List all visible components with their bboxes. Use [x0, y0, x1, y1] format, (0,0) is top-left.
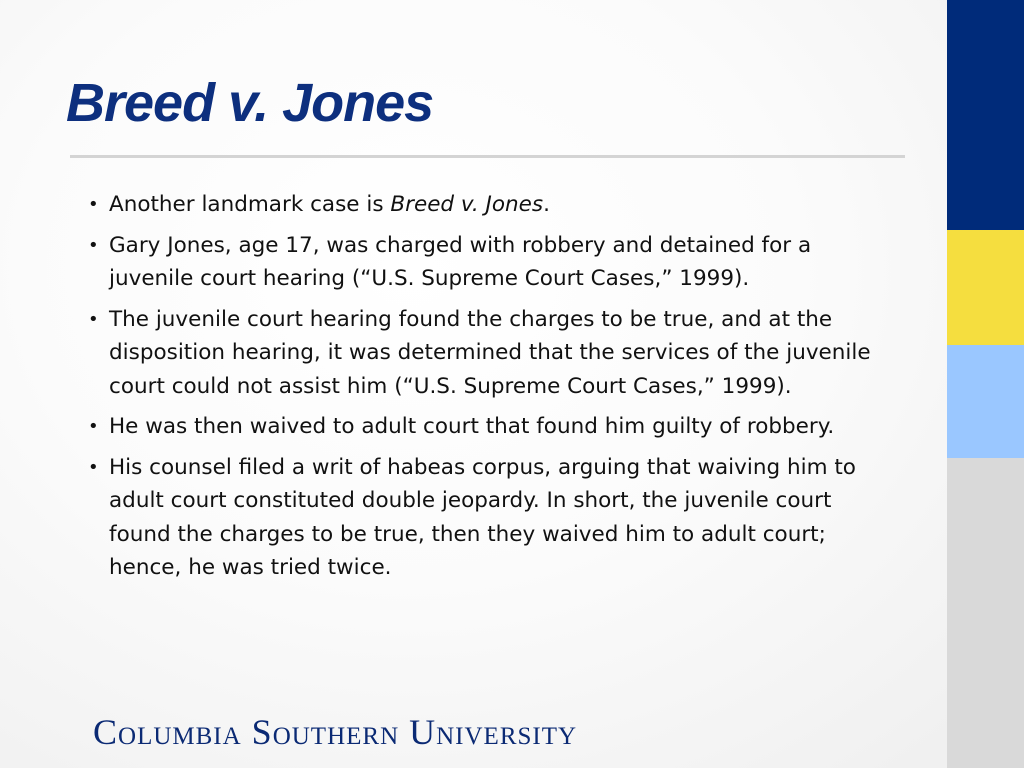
bullet-item	[88, 410, 888, 444]
bullet-item	[88, 303, 888, 404]
title-divider	[70, 155, 905, 158]
case-name-emphasis: Breed v. Jones	[390, 192, 544, 217]
bullet-marker: •	[88, 194, 99, 215]
university-logo: Columbia Southern University	[93, 712, 578, 752]
bullet-list	[88, 188, 888, 592]
side-bar-navy	[947, 0, 1024, 230]
bullet-marker: •	[88, 456, 99, 478]
side-bar-yellow	[947, 230, 1024, 345]
bullet-text: His counsel filed a writ of habeas corpus, arguing that waiving him to adult court constituted double jeopardy. In short, the juvenile court found the charges to be true, then they waived him to adult court; hence, he was tried twice.	[109, 454, 856, 580]
bullet-text: The juvenile court hearing found the charges to be true, and at the disposition hearing, it was determined that the services of the juvenile court could not assist him (“U.S. Supreme Court Cases,” 1999).	[109, 306, 871, 399]
bullet-text: Another landmark case is Breed v. Jones.	[109, 192, 550, 217]
bullet-marker: •	[88, 416, 99, 437]
bullet-item	[88, 229, 888, 296]
side-bar-gray	[947, 458, 1024, 768]
bullet-marker: •	[88, 308, 99, 330]
slide-title: Breed v. Jones	[66, 73, 434, 133]
bullet-marker: •	[88, 234, 99, 256]
side-bar-lightblue	[947, 345, 1024, 458]
bullet-item	[88, 451, 888, 585]
bullet-item	[88, 188, 888, 222]
bullet-text: He was then waived to adult court that found him guilty of robbery.	[109, 414, 835, 439]
bullet-text: Gary Jones, age 17, was charged with robbery and detained for a juvenile court hearing (“U.S. Supreme Court Cases,” 1999).	[109, 232, 812, 291]
